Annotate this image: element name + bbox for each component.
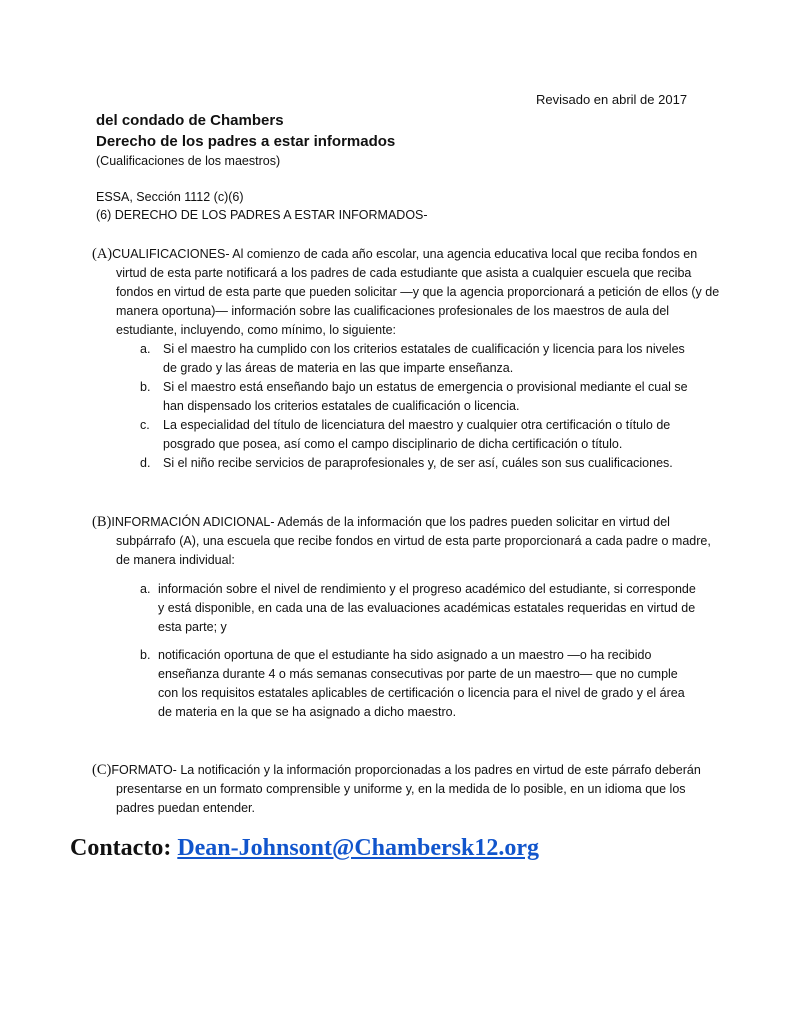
list-marker: a. bbox=[140, 582, 151, 596]
list-item-text: información sobre el nivel de rendimiento y el progreso académico del estudiante, si corresponde y está disponible, en cada una de las evaluaciones académicas estatales requeridas en virtud de esta parte; y bbox=[158, 582, 696, 634]
list-item-text: La especialidad del título de licenciatura del maestro y cualquier otra certificación o título de posgrado que posea, así como el campo disciplinario de dicha certificación o título. bbox=[163, 418, 671, 451]
section-b-letter: (B) bbox=[92, 514, 112, 530]
list-marker: b. bbox=[140, 380, 151, 394]
district-name: del condado de Chambers bbox=[96, 112, 284, 129]
section-b-text: INFORMACIÓN ADICIONAL- Además de la información que los padres pueden solicitar en virtud del subpárrafo (A), una escuela que recibe fondos en virtud de esta parte proporcionará a cada padre o madre, de manera individual: bbox=[111, 515, 711, 567]
page-title: Derecho de los padres a estar informados bbox=[96, 133, 396, 150]
list-item bbox=[140, 378, 700, 416]
revision-date: Revisado en abril de 2017 bbox=[536, 92, 688, 107]
list-marker: c. bbox=[140, 418, 150, 432]
section-a-text: CUALIFICACIONES- Al comienzo de cada año escolar, una agencia educativa local que reciba fondos en virtud de esta parte notificará a los padres de cada estudiante que asista a cualquier escuela que reciba fondos en virtud de esta parte que pueden solicitar —y que la agencia proporcionará a petición de ellos (y de manera oportuna)— información sobre las cualificaciones profesionales de los maestros de aula del estudiante, incluyendo, como mínimo, lo siguiente: bbox=[112, 247, 720, 337]
list-item-text: Si el maestro ha cumplido con los criterios estatales de cualificación y licencia para los niveles de grado y las áreas de materia en las que imparte enseñanza. bbox=[163, 342, 685, 375]
list-item bbox=[140, 580, 700, 637]
list-item-text: Si el niño recibe servicios de paraprofesionales y, de ser así, cuáles son sus cualificaciones. bbox=[163, 456, 673, 470]
section-c-text: FORMATO- La notificación y la información proporcionadas a los padres en virtud de este párrafo deberán presentarse en un formato comprensible y uniforme y, en la medida de lo posible, en un idioma que los padres puedan entender. bbox=[111, 763, 701, 815]
section-b bbox=[92, 513, 726, 570]
section-b-list-item-a bbox=[140, 580, 700, 637]
page-subtitle: (Cualificaciones de los maestros) bbox=[96, 154, 281, 168]
section-a-list bbox=[140, 340, 700, 473]
essa-section-heading: (6) DERECHO DE LOS PADRES A ESTAR INFORMADOS- bbox=[96, 208, 428, 222]
list-item-text: notificación oportuna de que el estudiante ha sido asignado a un maestro —o ha recibido enseñanza durante 4 o más semanas consecutivas por parte de un maestro— que no cumple con los requisitos estatales aplicables de certificación o licencia para el nivel de grado y el área de materia en la que se ha asignado a dicho maestro. bbox=[158, 648, 685, 719]
contact-line bbox=[70, 835, 539, 862]
list-item bbox=[140, 646, 700, 722]
list-item-text: Si el maestro está enseñando bajo un estatus de emergencia o provisional mediante el cual se han dispensado los criterios estatales de cualificación o licencia. bbox=[163, 380, 688, 413]
section-c bbox=[92, 761, 726, 818]
list-item bbox=[140, 454, 700, 473]
list-marker: a. bbox=[140, 342, 151, 356]
list-marker: b. bbox=[140, 648, 151, 662]
section-b-list-item-b bbox=[140, 646, 700, 722]
contact-email-link[interactable]: Dean-Johnsont@Chambersk12.org bbox=[177, 835, 539, 861]
list-item bbox=[140, 340, 700, 378]
section-a bbox=[92, 245, 726, 340]
essa-reference: ESSA, Sección 1112 (c)(6) bbox=[96, 190, 244, 204]
section-a-letter: (A) bbox=[92, 246, 113, 262]
list-item bbox=[140, 416, 700, 454]
list-marker: d. bbox=[140, 456, 151, 470]
contact-label: Contacto: bbox=[70, 835, 172, 861]
section-c-letter: (C) bbox=[92, 762, 112, 778]
